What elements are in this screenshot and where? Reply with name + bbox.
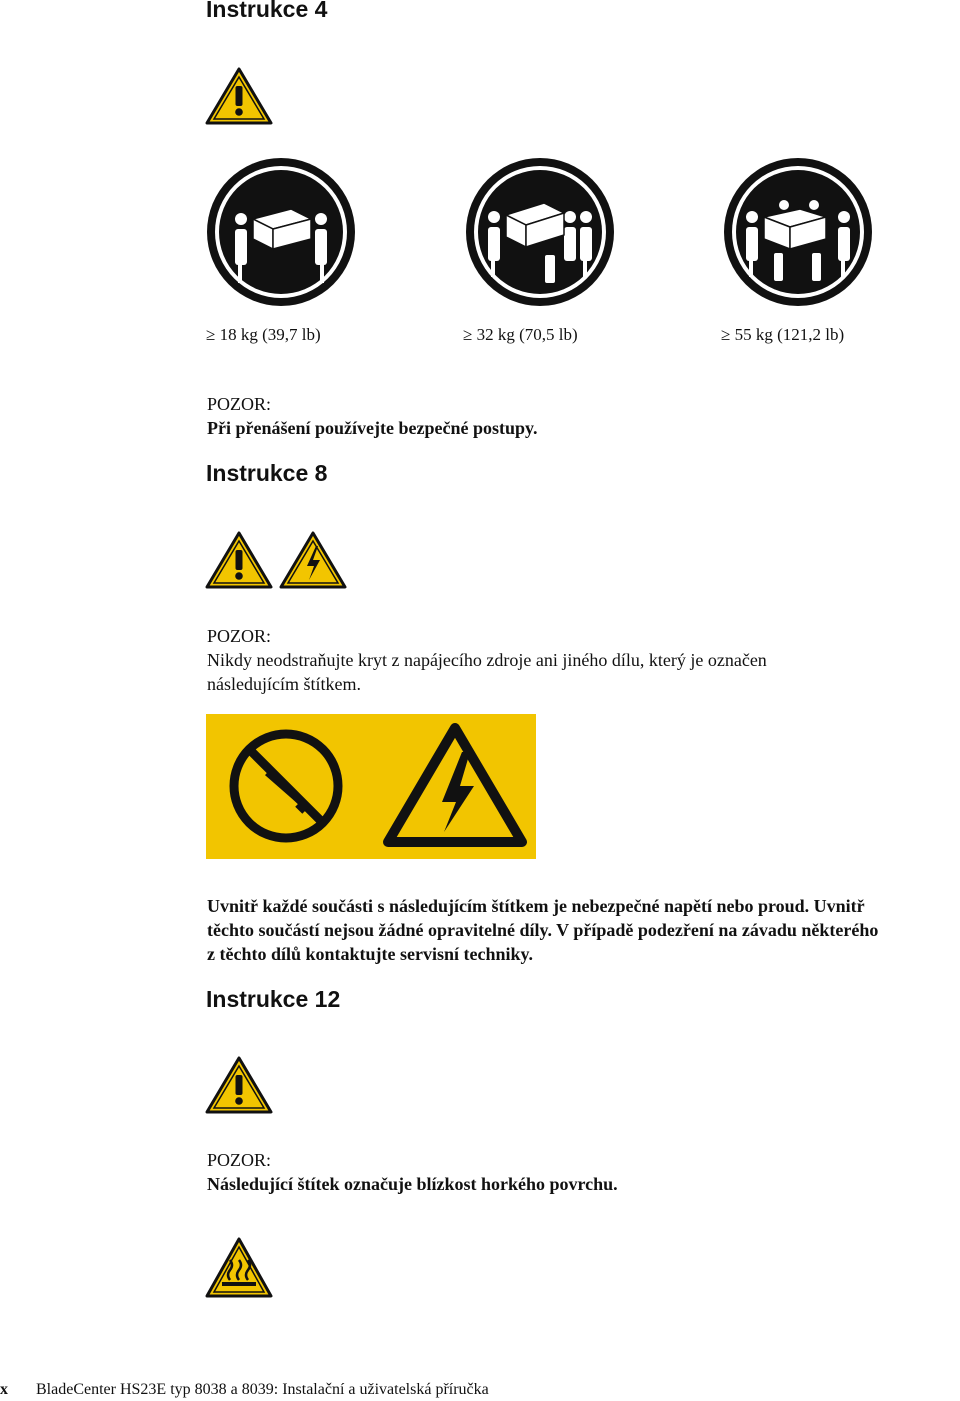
caution-triangle-icon <box>204 530 274 590</box>
warning-text-line-3: z těchto dílů kontaktujte servisní techniky. <box>207 944 534 964</box>
caution-text: Následující štítek označuje blízkost horkého povrchu. <box>207 1174 618 1194</box>
caution-triangle-icon <box>204 1055 274 1115</box>
warning-text-line-2: těchto součástí nejsou žádné opravitelné díly. V případě podezření na závadu některého <box>207 920 879 940</box>
weight-label-32kg: ≥ 32 kg (70,5 lb) <box>463 325 578 344</box>
caution-label: POZOR: <box>207 1150 272 1170</box>
weight-label-18kg: ≥ 18 kg (39,7 lb) <box>206 325 321 344</box>
warning-text-line-1: Uvnitř každé součásti s následujícím štítkem je nebezpečné napětí nebo proud. Uvnitř <box>207 896 865 916</box>
section-heading-instrukce-8: Instrukce 8 <box>206 460 328 486</box>
caution-label: POZOR: <box>207 626 272 646</box>
section-heading-instrukce-12: Instrukce 12 <box>206 986 341 1012</box>
caution-label: POZOR: <box>207 394 272 414</box>
page-number: x <box>0 1381 8 1398</box>
hot-surface-icon <box>204 1236 274 1300</box>
three-person-lift-icon <box>464 157 616 307</box>
footer-title: BladeCenter HS23E typ 8038 a 8039: Instalační a uživatelská příručka <box>36 1381 489 1398</box>
electrical-hazard-triangle-icon <box>278 530 348 590</box>
section-heading-instrukce-4: Instrukce 4 <box>206 0 328 22</box>
caution-triangle-icon <box>204 66 274 126</box>
hazard-label <box>206 714 536 859</box>
caution-text: Při přenášení používejte bezpečné postupy. <box>207 418 538 438</box>
four-person-lift-icon <box>722 157 874 307</box>
two-person-lift-icon <box>205 157 357 307</box>
caution-text-line-2: následujícím štítkem. <box>207 674 361 694</box>
caution-text-line-1: Nikdy neodstraňujte kryt z napájecího zdroje ani jiného dílu, který je označen <box>207 650 767 670</box>
weight-label-55kg: ≥ 55 kg (121,2 lb) <box>721 325 845 344</box>
